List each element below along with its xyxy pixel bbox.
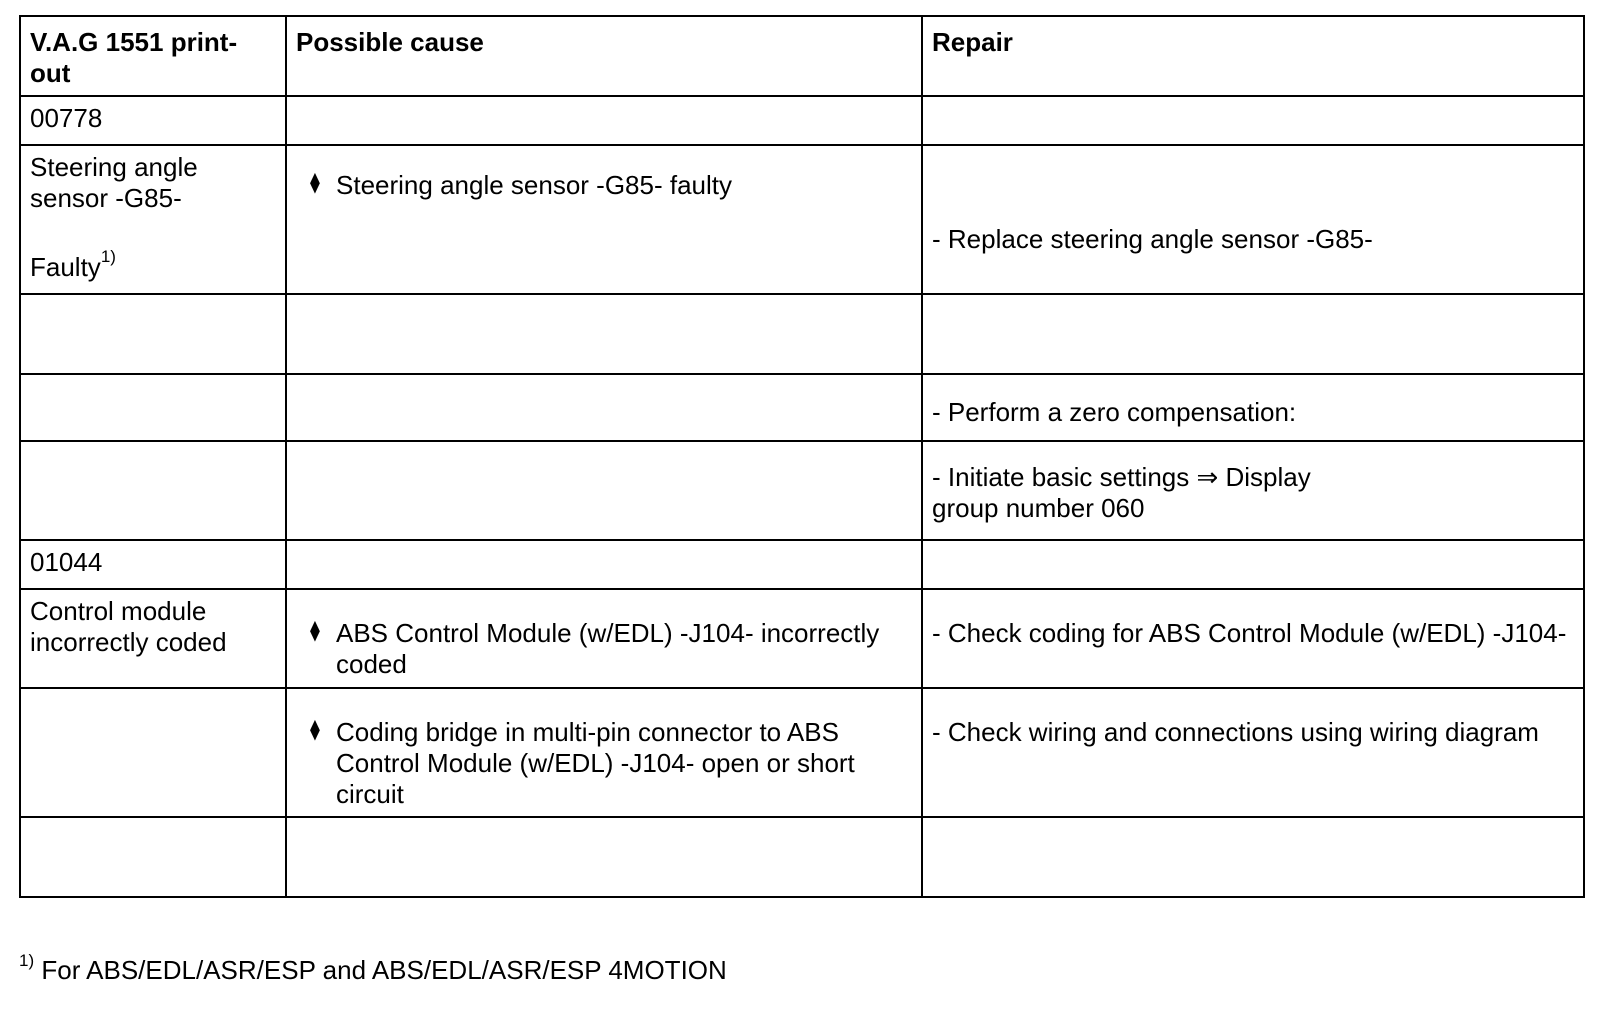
- cause-item: [296, 695, 912, 810]
- fault-code: 01044: [20, 540, 286, 589]
- empty-cell: [20, 374, 286, 441]
- empty-cell: [286, 374, 922, 441]
- fault-description-text: Steering angle sensor -G85-: [30, 152, 198, 213]
- repair-text: - Initiate basic settings ⇒ Display group number 060: [932, 462, 1311, 523]
- empty-cell: [20, 817, 286, 897]
- bullet-diamond-icon: ⧫: [310, 172, 320, 194]
- table-row: [20, 817, 1584, 897]
- repair-cell: [922, 441, 1584, 540]
- possible-cause-cell: [286, 688, 922, 817]
- empty-cell: [286, 441, 922, 540]
- table-row: [20, 96, 1584, 145]
- table-row: [20, 145, 1584, 294]
- header-printout: V.A.G 1551 print-out: [20, 16, 286, 96]
- repair-cell: [922, 374, 1584, 441]
- table-row: [20, 294, 1584, 374]
- table-row: [20, 688, 1584, 817]
- table-row: [20, 374, 1584, 441]
- bullet-diamond-icon: ⧫: [310, 719, 320, 741]
- fault-description: Control module incorrectly coded: [20, 589, 286, 688]
- cause-text: Coding bridge in multi-pin connector to ABS Control Module (w/EDL) -J104- open or short circuit: [336, 717, 855, 809]
- repair-text: - Perform a zero compensation:: [932, 397, 1297, 427]
- fault-type: [30, 247, 276, 283]
- empty-cell: [286, 817, 922, 897]
- header-row: [20, 16, 1584, 96]
- bullet-diamond-icon: ⧫: [310, 620, 320, 642]
- empty-cell: [922, 540, 1584, 589]
- repair-cell: [922, 688, 1584, 817]
- table-row: [20, 589, 1584, 688]
- empty-cell: [922, 96, 1584, 145]
- cause-item: [296, 596, 912, 680]
- repair-text: - Check coding for ABS Control Module (w/EDL) -J104-: [932, 618, 1567, 648]
- footnote: [19, 951, 727, 986]
- footnote-reference: 1): [100, 247, 116, 267]
- table-row: [20, 540, 1584, 589]
- repair-text: - Replace steering angle sensor -G85-: [932, 224, 1373, 254]
- empty-cell: [286, 96, 922, 145]
- cause-text: ABS Control Module (w/EDL) -J104- incorrectly coded: [336, 618, 880, 679]
- header-possible-cause: Possible cause: [286, 16, 922, 96]
- fault-type-text: Faulty: [30, 252, 101, 282]
- empty-cell: [922, 294, 1584, 374]
- table-row: [20, 441, 1584, 540]
- empty-cell: [922, 817, 1584, 897]
- fault-description: [20, 145, 286, 294]
- empty-cell: [20, 688, 286, 817]
- empty-cell: [286, 540, 922, 589]
- header-repair: Repair: [922, 16, 1584, 96]
- footnote-marker: 1): [19, 951, 35, 971]
- repair-cell: [922, 145, 1584, 294]
- footnote-text: For ABS/EDL/ASR/ESP and ABS/EDL/ASR/ESP 4MOTION: [41, 955, 727, 985]
- repair-cell: [922, 589, 1584, 688]
- cause-item: [296, 152, 912, 201]
- possible-cause-cell: [286, 589, 922, 688]
- cause-text: Steering angle sensor -G85- faulty: [336, 170, 732, 200]
- empty-cell: [286, 294, 922, 374]
- repair-text: - Check wiring and connections using wiring diagram: [932, 717, 1539, 747]
- fault-code: 00778: [20, 96, 286, 145]
- possible-cause-cell: [286, 145, 922, 294]
- empty-cell: [20, 294, 286, 374]
- empty-cell: [20, 441, 286, 540]
- diagnostic-table: [19, 15, 1585, 898]
